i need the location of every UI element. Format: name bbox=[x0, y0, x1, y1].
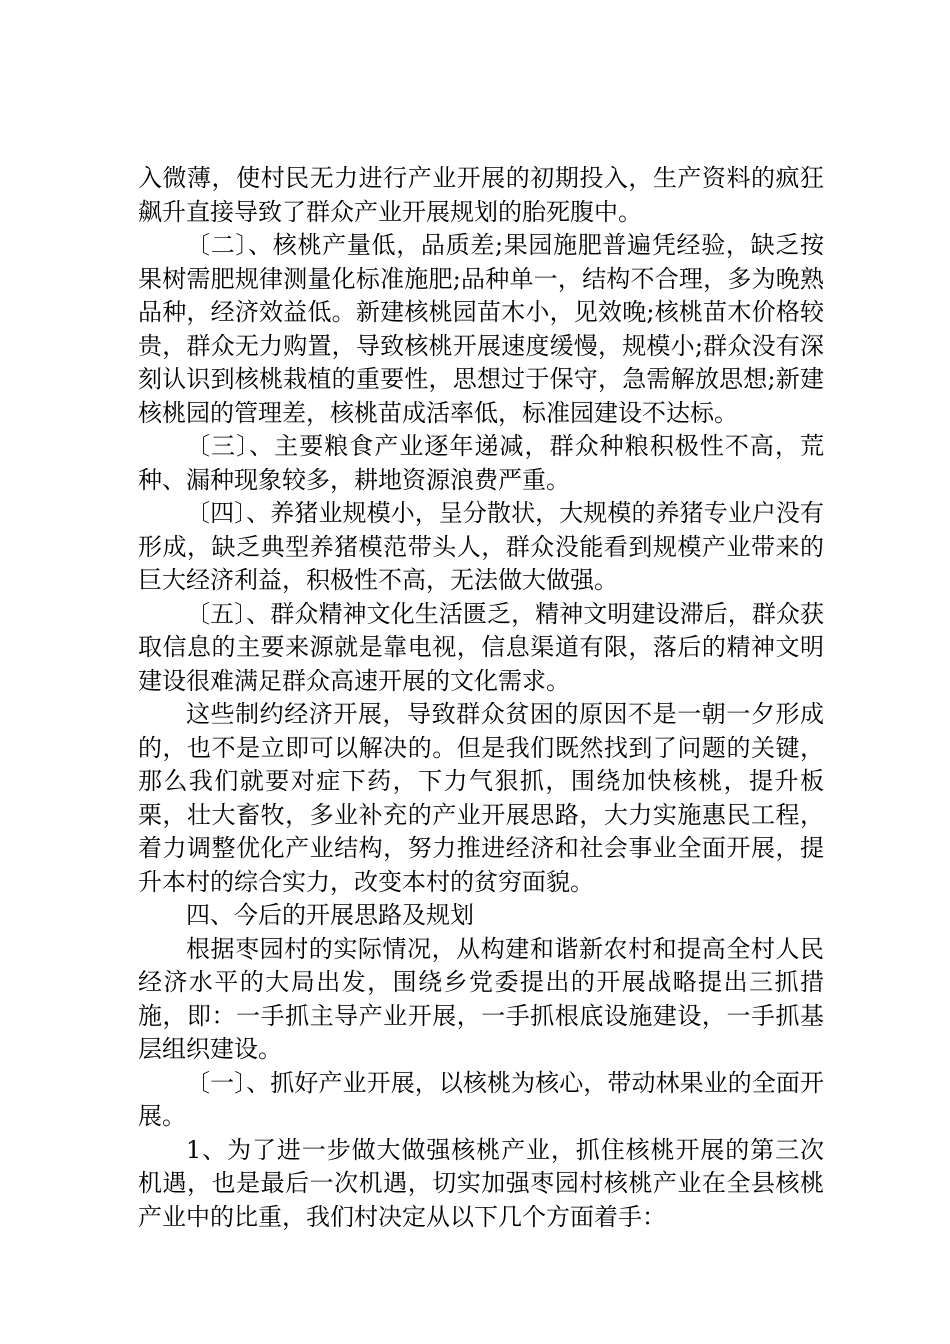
paragraph-walnut-issues: 〔二〕、核桃产量低，品质差;果园施肥普遍凭经验，缺乏按果树需肥规律测量化标准施肥;品种单一，结构不合理，多为晚熟品种，经济效益低。新建核桃园苗木小，见效晚;核桃苗木价格较贵，群众无力购置，导致核桃开展速度缓慢，规模小;群众没有深刻认识到核桃栽植的重要性，思想过于保守，急需解放思想;新建核桃园的管理差，核桃苗成活率低，标准园建设不达标。 bbox=[138, 231, 824, 427]
paragraph-grain-issues: 〔三〕、主要粮食产业逐年递减，群众种粮积极性不高，荒种、漏种现象较多，耕地资源浪费严重。 bbox=[138, 432, 824, 494]
paragraph-industry-focus: 〔一〕、抓好产业开展，以核桃为核心，带动林果业的全面开展。 bbox=[138, 1068, 824, 1130]
paragraph-strategy: 根据枣园村的实际情况，从构建和谐新农村和提高全村人民经济水平的大局出发，围绕乡党委提出的开展战略提出三抓措施，即：一手抓主导产业开展，一手抓根底设施建设，一手抓基层组织建设。 bbox=[138, 934, 824, 1063]
paragraph-walnut-plan: 1、为了进一步做大做强核桃产业，抓住核桃开展的第三次机遇，也是最后一次机遇，切实加强枣园村核桃产业在全县核桃产业中的比重，我们村决定从以下几个方面着手： bbox=[138, 1135, 824, 1231]
document-body bbox=[138, 162, 824, 1234]
paragraph-culture: 〔五〕、群众精神文化生活匮乏，精神文明建设滞后，群众获取信息的主要来源就是靠电视，信息渠道有限，落后的精神文明建设很难满足群众高速开展的文化需求。 bbox=[138, 599, 824, 695]
section-heading-plan: 四、今后的开展思路及规划 bbox=[186, 901, 474, 929]
paragraph-summary: 这些制约经济开展，导致群众贫困的原因不是一朝一夕形成的，也不是立即可以解决的。但是我们既然找到了问题的关键，那么我们就要对症下药，下力气狠抓，围绕加快核桃，提升板栗，壮大畜牧，多业补充的产业开展思路，大力实施惠民工程，着力调整优化产业结构，努力推进经济和社会事业全面开展，提升本村的综合实力，改变本村的贫穷面貌。 bbox=[138, 700, 824, 896]
paragraph-continuation: 入微薄，使村民无力进行产业开展的初期投入，生产资料的疯狂飙升直接导致了群众产业开展规划的胎死腹中。 bbox=[138, 164, 824, 226]
paragraph-pig-farming: 〔四〕、养猪业规模小，呈分散状，大规模的养猪专业户没有形成，缺乏典型养猪模范带头人，群众没能看到规模产业带来的巨大经济利益，积极性不高，无法做大做强。 bbox=[138, 499, 824, 594]
